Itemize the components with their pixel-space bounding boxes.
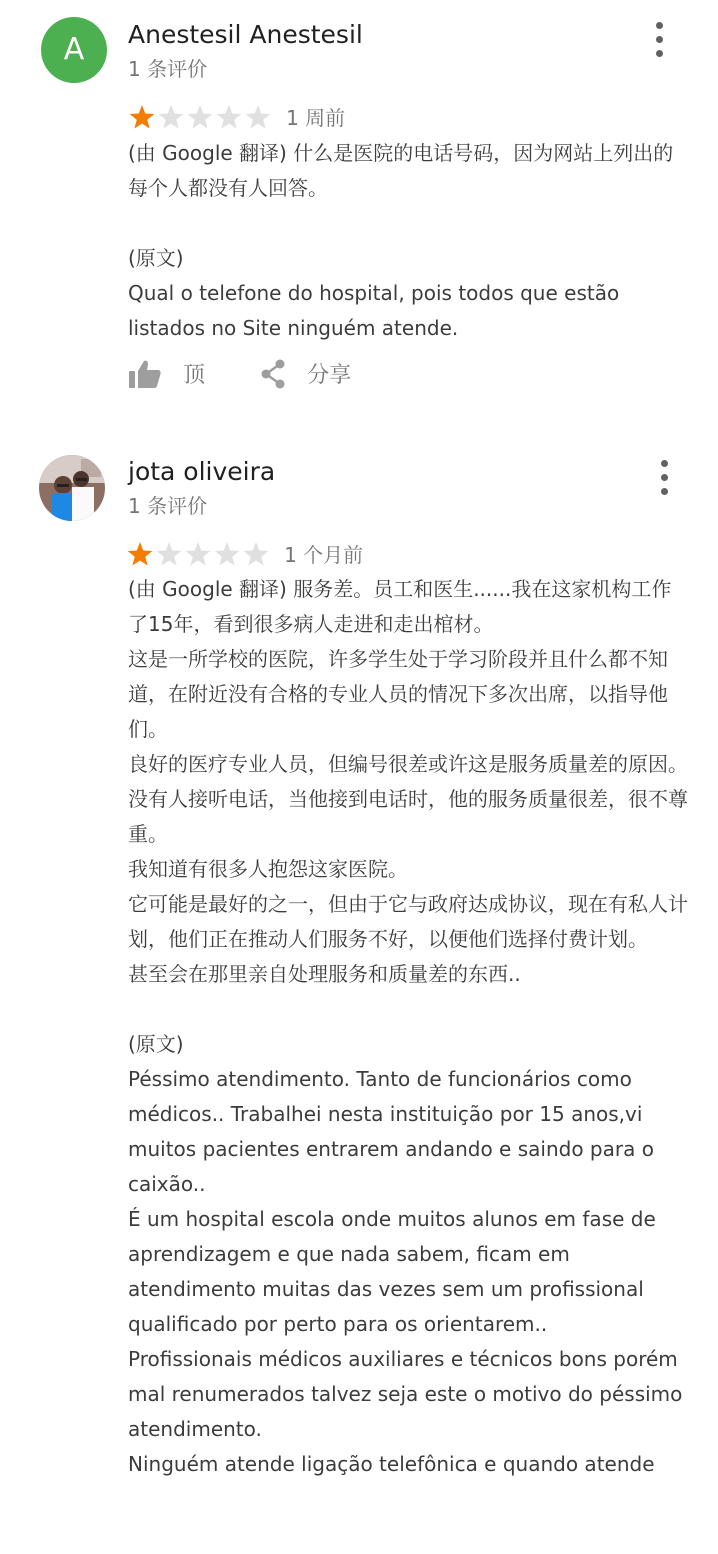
translated-paragraph: (由 Google 翻译) 服务差。员工和医生......我在这家机构工作了15年，看到很多病人走进和走出棺材。	[128, 577, 672, 636]
share-icon	[260, 359, 286, 389]
avatar-photo-icon	[39, 455, 105, 521]
translated-paragraph: (由 Google 翻译) 什么是医院的电话号码，因为网站上列出的每个人都没有人回答。	[128, 141, 674, 200]
share-label: 分享	[307, 363, 352, 388]
original-paragraph: Péssimo atendimento. Tanto de funcionários como médicos.. Trabalhei nesta instituição por 15 anos,vi muitos pacientes entrarem andando e saindo para o caixão..	[128, 1067, 654, 1196]
translated-paragraph: 我知道有很多人抱怨这家医院。	[128, 857, 408, 881]
original-paragraph: Qual o telefone do hospital, pois todos que estão listados no Site ninguém atende.	[128, 281, 620, 340]
rating-row	[128, 102, 345, 134]
star-rating	[128, 103, 273, 131]
star-empty-icon	[246, 105, 271, 129]
translated-paragraph: 它可能是最好的之一，但由于它与政府达成协议，现在有私人计划，他们正在推动人们服务不好，以便他们选择付费计划。	[128, 892, 688, 951]
original-label: (原文)	[128, 1032, 184, 1056]
share-button[interactable]	[260, 358, 351, 389]
review-text	[128, 136, 688, 346]
rating-row	[126, 539, 363, 571]
star-empty-icon	[217, 105, 242, 129]
star-empty-icon	[215, 542, 240, 566]
like-label: 顶	[183, 363, 206, 388]
stars-graphic	[126, 540, 271, 568]
translated-paragraph: 甚至会在那里亲自处理服务和质量差的东西..	[128, 962, 521, 986]
review-actions	[128, 358, 351, 398]
review-card	[0, 440, 718, 1554]
translated-paragraph: 良好的医疗专业人员，但编号很差或许这是服务质量差的原因。	[128, 752, 688, 776]
star-filled-icon	[128, 542, 153, 566]
avatar[interactable]	[39, 455, 105, 521]
star-empty-icon	[186, 542, 211, 566]
author-name[interactable]: Anestesil Anestesil	[128, 20, 363, 49]
star-empty-icon	[188, 105, 213, 129]
original-paragraph: Ninguém atende ligação telefônica e quando atende	[128, 1452, 655, 1476]
review-time: 1 个月前	[284, 543, 364, 567]
translated-paragraph: 没有人接听电话，当他接到电话时，他的服务质量很差，很不尊重。	[128, 787, 688, 846]
original-label: (原文)	[128, 246, 184, 270]
star-empty-icon	[159, 105, 184, 129]
avatar[interactable]: A	[41, 17, 107, 83]
more-options-icon[interactable]	[645, 18, 675, 62]
star-empty-icon	[157, 542, 182, 566]
star-filled-icon	[130, 105, 155, 129]
translated-paragraph: 这是一所学校的医院，许多学生处于学习阶段并且什么都不知道，在附近没有合格的专业人员的情况下多次出席，以指导他们。	[128, 647, 668, 741]
more-options-icon[interactable]	[650, 456, 680, 500]
original-paragraph: É um hospital escola onde muitos alunos em fase de aprendizagem e que nada sabem, ficam em atendimento muitas das vezes sem um profissional qualificado por perto para os orientarem..	[128, 1207, 656, 1336]
stars-graphic	[128, 103, 273, 131]
review-count[interactable]: 1 条评价	[128, 494, 208, 518]
author-name[interactable]: jota oliveira	[128, 457, 276, 486]
thumbs-up-icon	[128, 359, 162, 389]
review-card	[0, 0, 718, 420]
review-time: 1 周前	[286, 106, 346, 130]
review-count[interactable]: 1 条评价	[128, 57, 208, 81]
original-paragraph: Profissionais médicos auxiliares e técnicos bons porém mal renumerados talvez seja este o motivo do péssimo atendimento.	[128, 1347, 683, 1441]
star-empty-icon	[244, 542, 269, 566]
review-text	[128, 572, 688, 1482]
star-rating	[126, 540, 271, 568]
like-button[interactable]	[128, 358, 205, 389]
